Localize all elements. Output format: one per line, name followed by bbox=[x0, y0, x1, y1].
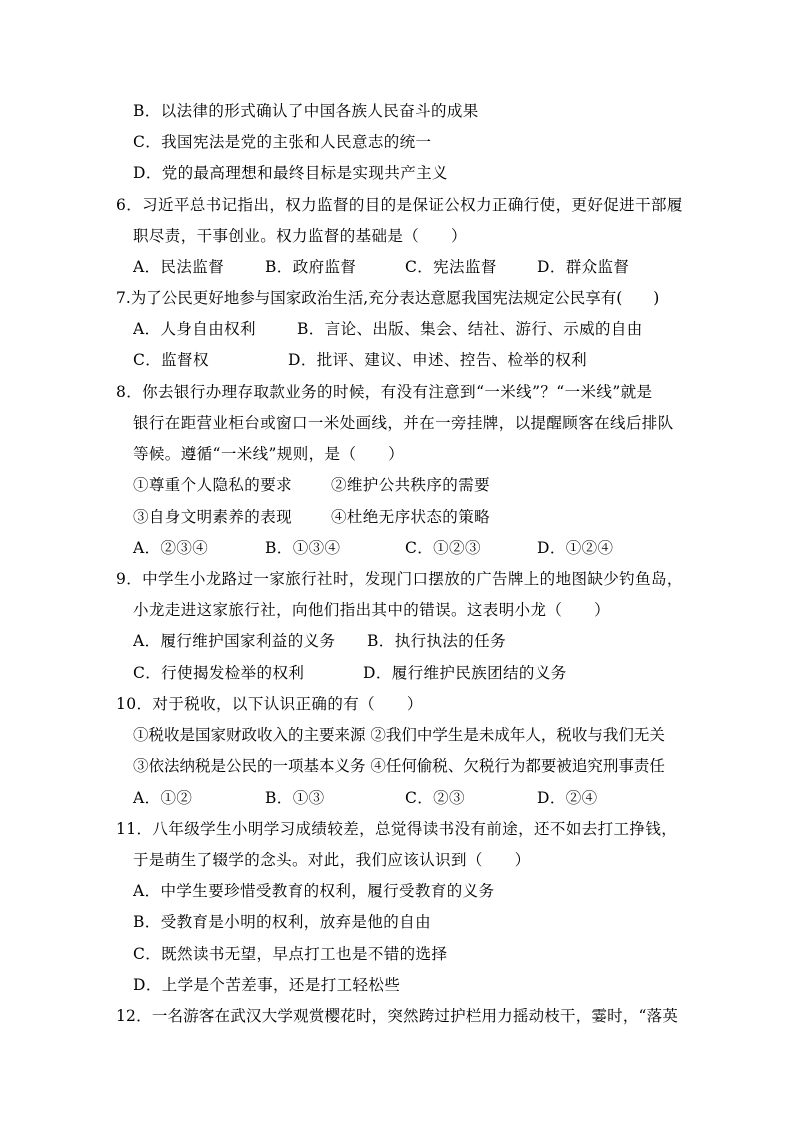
q8-option-d: D．①②④ bbox=[537, 539, 614, 557]
q8-stem-line3: 等候。遵循“一米线”规则，是（ ） bbox=[133, 445, 405, 463]
q5-option-c: C．我国宪法是党的主张和人民意志的统一 bbox=[133, 133, 432, 151]
q11-option-d: D．上学是个苦差事，还是打工轻松些 bbox=[133, 976, 401, 994]
q12-stem-line1: 12．一名游客在武汉大学观赏樱花时，突然跨过护栏用力摇动枝干，霎时，“落英 bbox=[116, 1007, 679, 1025]
q10-stem-line1: 10．对于税收，以下认识正确的有（ ） bbox=[116, 695, 423, 713]
q9-stem-line2: 小龙走进这家旅行社，向他们指出其中的错误。这表明小龙（ ） bbox=[133, 601, 611, 619]
q8-statement-3: ③自身文明素养的表现 bbox=[133, 508, 293, 526]
q5-option-d: D．党的最高理想和最终目标是实现共产主义 bbox=[133, 164, 448, 182]
q7-option-c: C．监督权 bbox=[133, 351, 209, 369]
q9-option-c: C．行使揭发检举的权利 bbox=[133, 664, 305, 682]
q7-option-d: D．批评、建议、申述、控告、检举的权利 bbox=[288, 351, 588, 369]
q6-option-b: B．政府监督 bbox=[265, 258, 357, 276]
q8-statement-1: ①尊重个人隐私的要求 bbox=[133, 476, 293, 494]
q8-option-c: C．①②③ bbox=[405, 539, 481, 557]
q6-option-c: C．宪法监督 bbox=[405, 258, 497, 276]
q11-option-c: C．既然读书无望，早点打工也是不错的选择 bbox=[133, 945, 448, 963]
q9-option-d: D．履行维护民族团结的义务 bbox=[363, 664, 567, 682]
q6-option-a: A．民法监督 bbox=[133, 258, 225, 276]
q10-option-c: C．②③ bbox=[405, 789, 465, 807]
q6-option-d: D．群众监督 bbox=[537, 258, 630, 276]
q11-option-a: A．中学生要珍惜受教育的权利，履行受教育的义务 bbox=[133, 882, 495, 900]
q8-stem-line1: 8．你去银行办理存取款业务的时候，有没有注意到“一米线”？“一米线”就是 bbox=[116, 383, 653, 401]
q10-statements-12: ①税收是国家财政收入的主要来源 ②我们中学生是未成年人，税收与我们无关 bbox=[133, 726, 665, 744]
q7-stem-line1: 7.为了公民更好地参与国家政治生活,充分表达意愿我国宪法规定公民享有( ) bbox=[116, 289, 660, 307]
q8-stem-line2: 银行在距营业柜台或窗口一米处画线，并在一旁挂牌，以提醒顾客在线后排队 bbox=[133, 414, 674, 432]
q8-statement-4: ④杜绝无序状态的策略 bbox=[331, 508, 491, 526]
q8-option-a: A．②③④ bbox=[133, 539, 209, 557]
q11-option-b: B．受教育是小明的权利，放弃是他的自由 bbox=[133, 913, 431, 931]
q9-stem-line1: 9．中学生小龙路过一家旅行社时，发现门口摆放的广告牌上的地图缺少钓鱼岛， bbox=[116, 570, 683, 588]
q11-stem-line2: 于是萌生了辍学的念头。对此，我们应该认识到（ ） bbox=[133, 851, 531, 869]
q7-option-b: B．言论、出版、集会、结社、游行、示威的自由 bbox=[297, 320, 643, 338]
q8-statement-2: ②维护公共秩序的需要 bbox=[331, 476, 491, 494]
q5-option-b: B．以法律的形式确认了中国各族人民奋斗的成果 bbox=[133, 102, 479, 120]
q9-option-a: A．履行维护国家利益的义务 bbox=[133, 632, 336, 650]
q7-option-a: A．人身自由权利 bbox=[133, 320, 256, 338]
q9-option-b: B．执行执法的任务 bbox=[367, 632, 506, 650]
q10-option-d: D．②④ bbox=[537, 789, 598, 807]
q6-stem-line2: 职尽责，干事创业。权力监督的基础是（ ） bbox=[133, 227, 467, 245]
q6-stem-line1: 6．习近平总书记指出，权力监督的目的是保证公权力正确行使，更好促进干部履 bbox=[116, 196, 683, 214]
q11-stem-line1: 11．八年级学生小明学习成绩较差，总觉得读书没有前途，还不如去打工挣钱， bbox=[116, 820, 678, 838]
q10-option-a: A．①② bbox=[133, 789, 193, 807]
q10-option-b: B．①③ bbox=[265, 789, 325, 807]
q10-statements-34: ③依法纳税是公民的一项基本义务 ④任何偷税、欠税行为都要被追究刑事责任 bbox=[133, 757, 665, 775]
q8-option-b: B．①③④ bbox=[265, 539, 341, 557]
